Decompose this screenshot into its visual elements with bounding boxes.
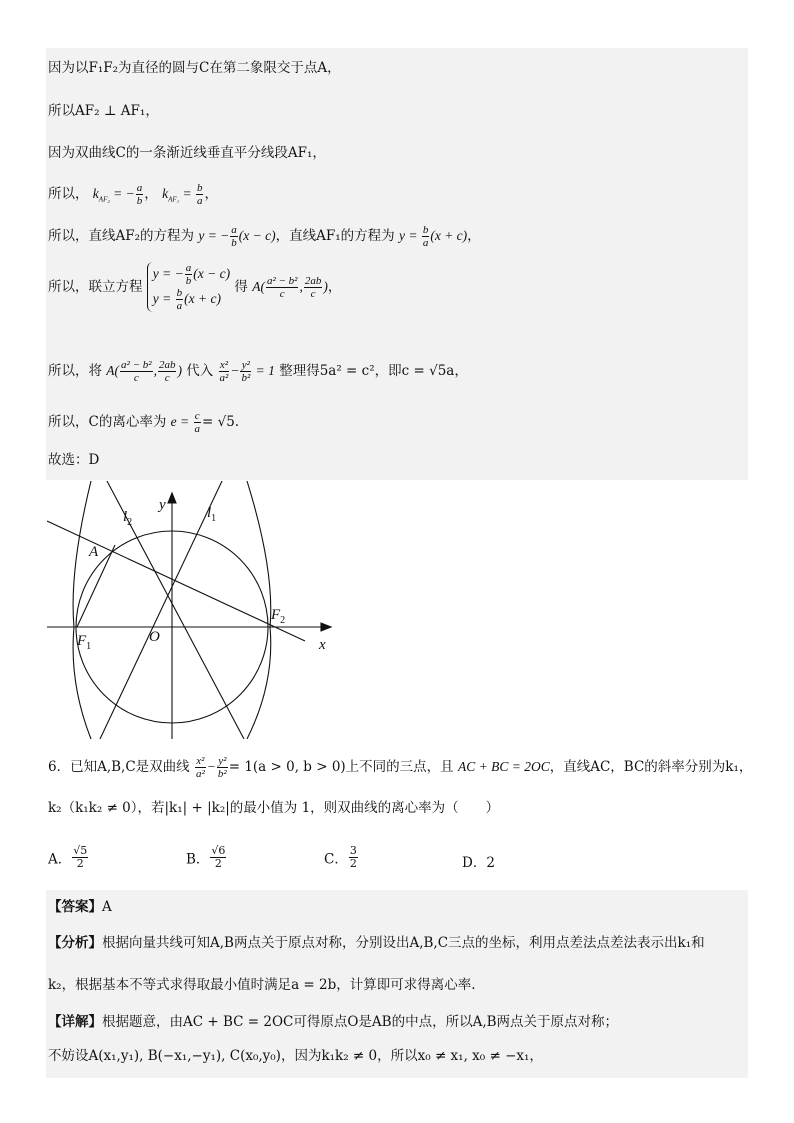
question6-stem: 6．已知A,B,C是双曲线 $\frac{\text{x²}}{\text{a²}}$ − $\frac{\text{y²}}{\text{b²}}$ = 1(a > 0, b > 0)上不同的三点，且 AC + BC = 2OC，直线AC，BC的斜率分别为k₁， (48, 755, 753, 780)
option-A: A． $\frac{√5}{2}$ (48, 844, 88, 870)
segment-AF2 (47, 521, 305, 641)
x-axis-arrow (321, 623, 331, 631)
label-A: A (89, 544, 99, 560)
analysis-line-2: k₂，根据基本不等式求得取最小值时满足a = 2b，计算即可求得离心率. (48, 977, 476, 993)
solution-line-7: 所以，将 A( $\frac{\text{a² − b²}}{c}$ , $\frac{2ab}{c}$ ) 代入 $\frac{\text{x²}}{\text{a²}}$ − $\frac{\text{y²}}{\text{b²}}$ = 1 整理得5a² = c²，即c = √5a， (48, 359, 468, 384)
option-D: D．2 (462, 855, 495, 871)
label-O: O (149, 629, 160, 645)
detail-line-2: 不妨设A(x₁,y₁), B(−x₁,−y₁), C(x₀,y₀)，因为k₁k₂ ≠ 0，所以x₀ ≠ x₁, x₀ ≠ −x₁， (48, 1048, 543, 1064)
label-x: x (319, 637, 326, 653)
hyperbola-left-branch (73, 481, 91, 739)
solution-line-1: 因为以F₁F₂为直径的圆与C在第二象限交于点A， (48, 60, 341, 76)
hyperbola-figure (47, 481, 345, 739)
detail-line-1: 【详解】根据题意，由AC + BC = 2OC可得原点O是AB的中点，所以A,B两点关于原点对称； (48, 1014, 619, 1030)
solution-line-4: 所以， $k_{AF_2}$ = − $\frac{a}{b}$ ， $k_{AF_1}$ = $\frac{b}{a}$ ， (48, 182, 218, 207)
solution-line-2: 所以AF₂ ⊥ AF₁， (48, 103, 159, 119)
asymptote-l1 (100, 481, 222, 739)
solution-line-5: 所以，直线AF₂的方程为 y = − $\frac{a}{b}$ (x − c)，直线AF₁的方程为 y = $\frac{b}{a}$ (x + c)， (48, 224, 481, 249)
analysis-line-1: 【分析】根据向量共线可知A,B两点关于原点对称，分别设出A,B,C三点的坐标，利用点差法点差法表示出k₁和 (48, 935, 705, 951)
solution-line-6: 所以，联立方程 y = − $\frac{a}{b}$ (x − c) y = $\frac{b}{a}$ (x + c) 得 A( $\frac{\text{a² − b²}}{c}$ , $\frac{2ab}{c}$ )， (48, 262, 342, 312)
answer-line: 【答案】A (48, 899, 112, 915)
solution-line-3: 因为双曲线C的一条渐近线垂直平分线段AF₁， (48, 145, 326, 161)
y-axis-arrow (168, 493, 176, 503)
hyperbola-diagram (47, 481, 345, 739)
hyperbola-right-branch (247, 481, 271, 739)
label-l2: $l_2$ (123, 509, 133, 528)
answer-choice-line: 故选：D (48, 452, 100, 468)
label-F1: $F_1$ (77, 633, 92, 652)
label-l1: $l_1$ (207, 505, 217, 524)
question6-stem-2: k₂（k₁k₂ ≠ 0），若|k₁| + |k₂|的最小值为 1，则双曲线的离心率为（ ） (48, 800, 500, 816)
option-C: C． $\frac{3}{2}$ (324, 844, 357, 870)
label-y: y (159, 497, 166, 513)
label-F2: $F_2$ (271, 607, 286, 626)
option-B: B． $\frac{√6}{2}$ (186, 844, 226, 870)
solution-line-8: 所以，C的离心率为 e = $\frac{c}{a}$ = √5. (48, 410, 240, 435)
